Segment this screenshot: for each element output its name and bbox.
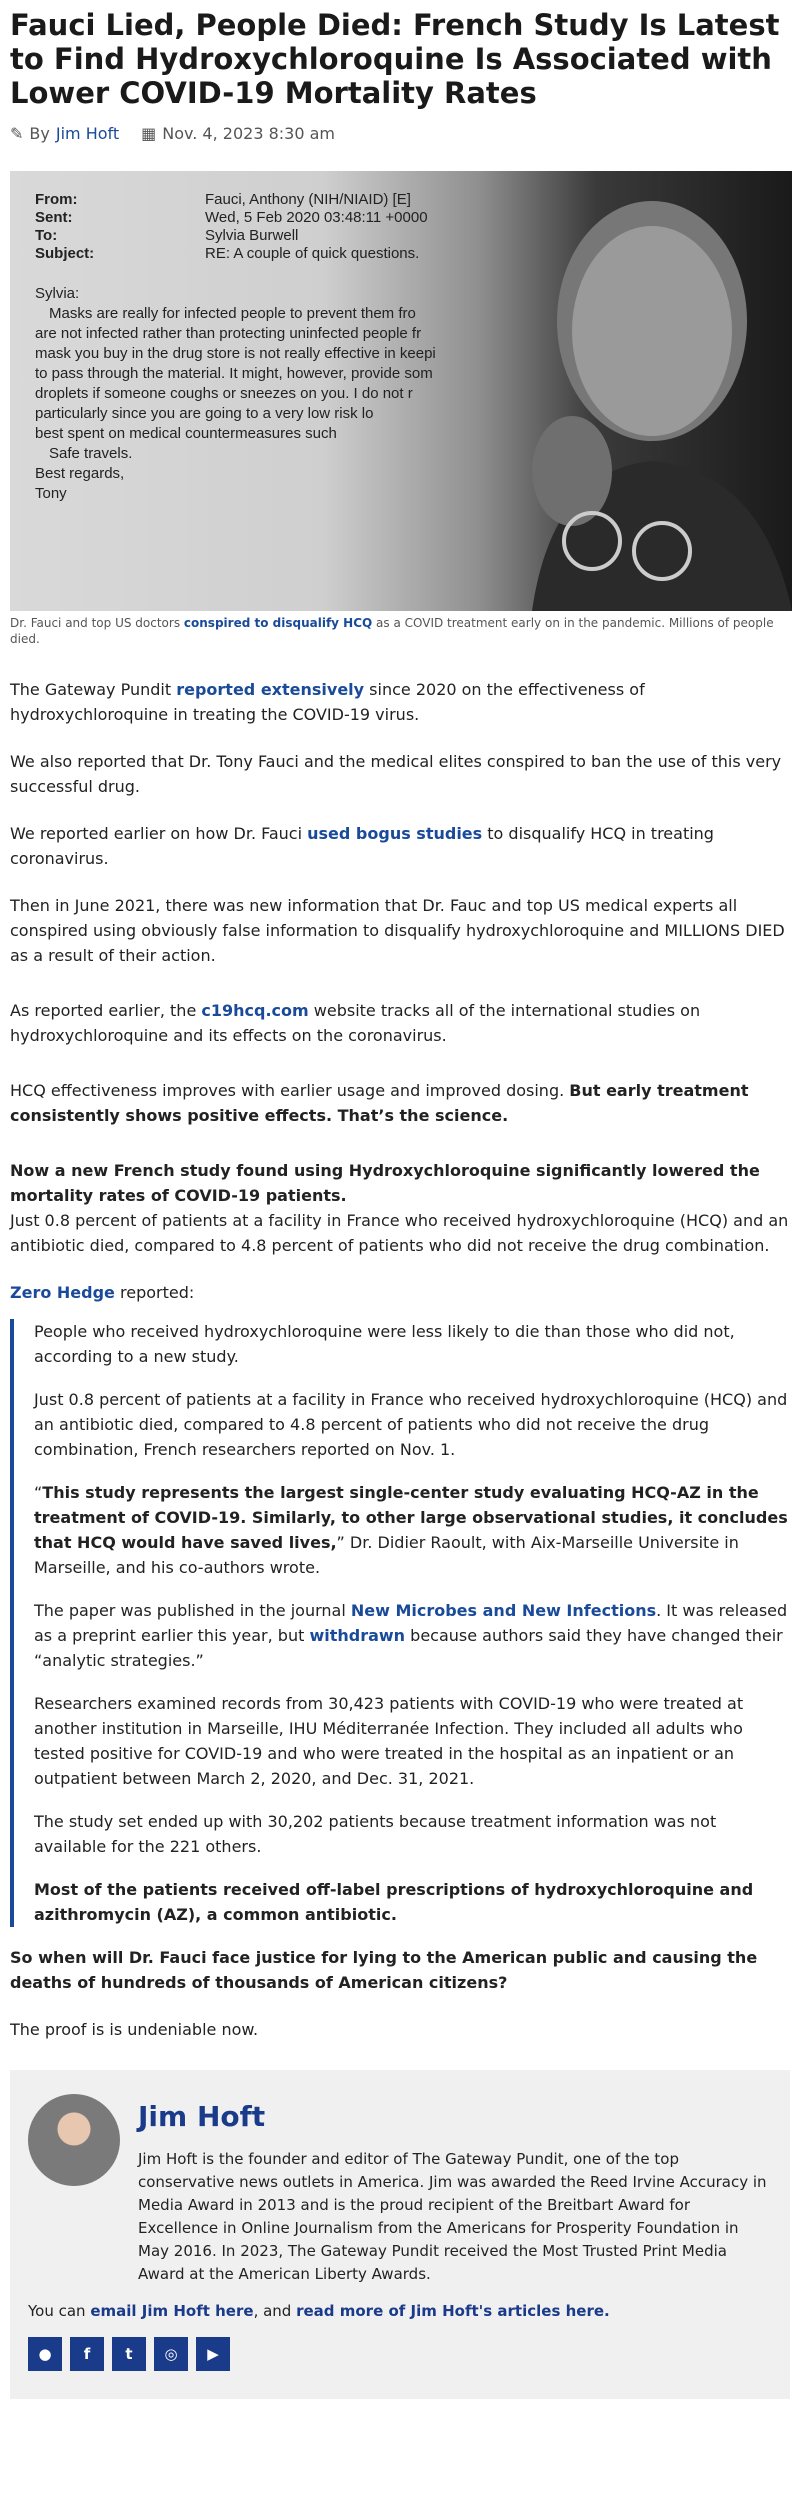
pencil-icon: ✎ <box>10 124 24 143</box>
author-name[interactable]: Jim Hoft <box>138 2100 266 2133</box>
user-icon[interactable]: ● <box>28 2337 62 2371</box>
caption-text: Dr. Fauci and top US doctors <box>10 616 184 630</box>
caption-text: as a COVID treatment early on in the pandemic. Millions of people died. <box>10 616 774 646</box>
quote-paragraph: The paper was published in the journal New Microbes and New Infections. It was released as a preprint earlier this year, but withdrawn because authors said they have changed their “analytic strategies.” <box>34 1601 788 1670</box>
email-line: Sylvia: <box>35 285 80 302</box>
quote-paragraph: Researchers examined records from 30,423 patients with COVID-19 who were treated at another institution in Marseille, IHU Méditerranée Infection. They included all adults who tested positive for COVID-19 and who were treated in the hospital as an inpatient or an outpatient between March 2, 2020, and Dec. 31, 2021. <box>34 1694 744 1788</box>
quote-block <box>10 1319 790 1927</box>
paragraph: As reported earlier, the c19hcq.com website tracks all of the international studies on hydroxychloroquine and its effects on the coronavirus. <box>10 1001 701 1045</box>
paragraph: We reported earlier on how Dr. Fauci used bogus studies to disqualify HCQ in treating coronavirus. <box>10 824 714 868</box>
by-label: By <box>29 124 50 143</box>
article-meta <box>10 124 790 143</box>
closing-question: So when will Dr. Fauci face justice for lying to the American public and causing the deaths of hundreds of thousands of American citizens? <box>10 1948 758 1992</box>
hero-image <box>10 171 792 611</box>
email-line: mask you buy in the drug store is not really effective in keepi <box>35 345 436 362</box>
author-contact: You can email Jim Hoft here, and read more of Jim Hoft's articles here. <box>28 2302 610 2320</box>
email-sent-value: Wed, 5 Feb 2020 03:48:11 +0000 <box>205 209 428 226</box>
email-line: best spent on medical countermeasures such <box>35 425 337 442</box>
youtube-icon[interactable]: ▶ <box>196 2337 230 2371</box>
email-line: Masks are really for infected people to prevent them fro <box>49 305 416 322</box>
email-line: droplets if someone coughs or sneezes on you. I do not r <box>35 385 413 402</box>
email-to-label: To: <box>35 227 58 244</box>
email-sent-label: Sent: <box>35 209 73 226</box>
email-from-label: From: <box>35 191 78 208</box>
email-subject-value: RE: A couple of quick questions. <box>205 245 420 262</box>
email-from-value: Fauci, Anthony (NIH/NIAID) [E] <box>205 191 411 208</box>
email-line: to pass through the material. It might, however, provide som <box>35 365 433 382</box>
caption-link[interactable]: conspired to disqualify HCQ <box>183 616 373 630</box>
paragraph: The Gateway Pundit reported extensively since 2020 on the effectiveness of hydroxychloroquine in treating the COVID-19 virus. <box>10 680 645 724</box>
image-caption <box>10 615 790 647</box>
email-subject-label: Subject: <box>35 245 95 262</box>
avatar <box>28 2094 120 2186</box>
author-link[interactable]: Jim Hoft <box>55 124 120 143</box>
reported-extensively-link[interactable]: reported extensively <box>176 680 365 699</box>
quote-paragraph: Most of the patients received off-label prescriptions of hydroxychloroquine and azithromycin (AZ), a common antibiotic. <box>34 1880 754 1924</box>
article <box>0 8 800 2399</box>
quote-paragraph: “This study represents the largest single-center study evaluating HCQ-AZ in the treatment of COVID-19. Similarly, to other large observational studies, it concludes that HCQ would have saved lives,” Dr. Didier Raoult, with Aix-Marseille Universite in Marseille, and his co-authors wrote. <box>34 1483 788 1577</box>
journal-link[interactable]: New Microbes and New Infections <box>350 1601 657 1620</box>
social-links <box>28 2337 772 2371</box>
withdrawn-link[interactable]: withdrawn <box>309 1626 406 1645</box>
paragraph: Now a new French study found using Hydroxychloroquine significantly lowered the mortality rates of COVID-19 patients. Just 0.8 percent of patients at a facility in France who received hydroxychloroquine (HCQ) and an antibiotic died, compared to 4.8 percent of patients who did not receive the drug combination. <box>10 1161 789 1255</box>
author-box <box>10 2070 790 2399</box>
zero-hedge-link[interactable]: Zero Hedge <box>10 1283 115 1302</box>
closing-statement: The proof is is undeniable now. <box>10 2020 259 2039</box>
portrait-photo <box>462 171 792 611</box>
article-title: Fauci Lied, People Died: French Study Is Latest to Find Hydroxychloroquine Is Associated with Lower COVID-19 Mortality Rates <box>10 8 780 110</box>
more-articles-link[interactable]: read more of Jim Hoft's articles here. <box>296 2302 610 2320</box>
email-line: Tony <box>35 485 67 502</box>
email-author-link[interactable]: email Jim Hoft here <box>90 2302 254 2320</box>
quote-paragraph: People who received hydroxychloroquine were less likely to die than those who did not, according to a new study. <box>34 1322 735 1366</box>
paragraph: Then in June 2021, there was new information that Dr. Fauc and top US medical experts all conspired using obviously false information to disqualify hydroxychloroquine and MILLIONS DIED as a result of their action. <box>10 896 785 965</box>
email-line: particularly since you are going to a very low risk lo <box>35 405 374 422</box>
twitter-icon[interactable]: t <box>112 2337 146 2371</box>
quote-paragraph: The study set ended up with 30,202 patients because treatment information was not available for the 221 others. <box>34 1812 717 1856</box>
email-line: are not infected rather than protecting uninfected people fr <box>35 325 422 342</box>
email-line: Safe travels. <box>49 445 133 462</box>
author-bio: Jim Hoft is the founder and editor of The Gateway Pundit, one of the top conservative news outlets in America. Jim was awarded the Reed Irvine Accuracy in Media Award in 2013 and is the proud recipient of the Breitbart Award for Excellence in Online Journalism from the Americans for Prosperity Foundation in May 2016. In 2023, The Gateway Pundit received the Most Trusted Print Media Award at the American Liberty Awards. <box>138 2150 767 2283</box>
paragraph: Zero Hedge reported: <box>10 1283 195 1302</box>
paragraph: We also reported that Dr. Tony Fauci and the medical elites conspired to ban the use of this very successful drug. <box>10 752 782 796</box>
facebook-icon[interactable]: f <box>70 2337 104 2371</box>
calendar-icon: ▦ <box>141 124 157 143</box>
instagram-icon[interactable]: ◎ <box>154 2337 188 2371</box>
c19hcq-link[interactable]: c19hcq.com <box>201 1001 309 1020</box>
bogus-studies-link[interactable]: used bogus studies <box>307 824 483 843</box>
paragraph: HCQ effectiveness improves with earlier usage and improved dosing. But early treatment consistently shows positive effects. That’s the science. <box>10 1081 749 1125</box>
email-line: Best regards, <box>35 465 125 482</box>
email-to-value: Sylvia Burwell <box>205 227 299 244</box>
quote-paragraph: Just 0.8 percent of patients at a facility in France who received hydroxychloroquine (HCQ) and an antibiotic died, compared to 4.8 percent of patients who did not receive the drug combination, French researchers reported on Nov. 1. <box>34 1390 788 1459</box>
publish-date: Nov. 4, 2023 8:30 am <box>162 124 335 143</box>
